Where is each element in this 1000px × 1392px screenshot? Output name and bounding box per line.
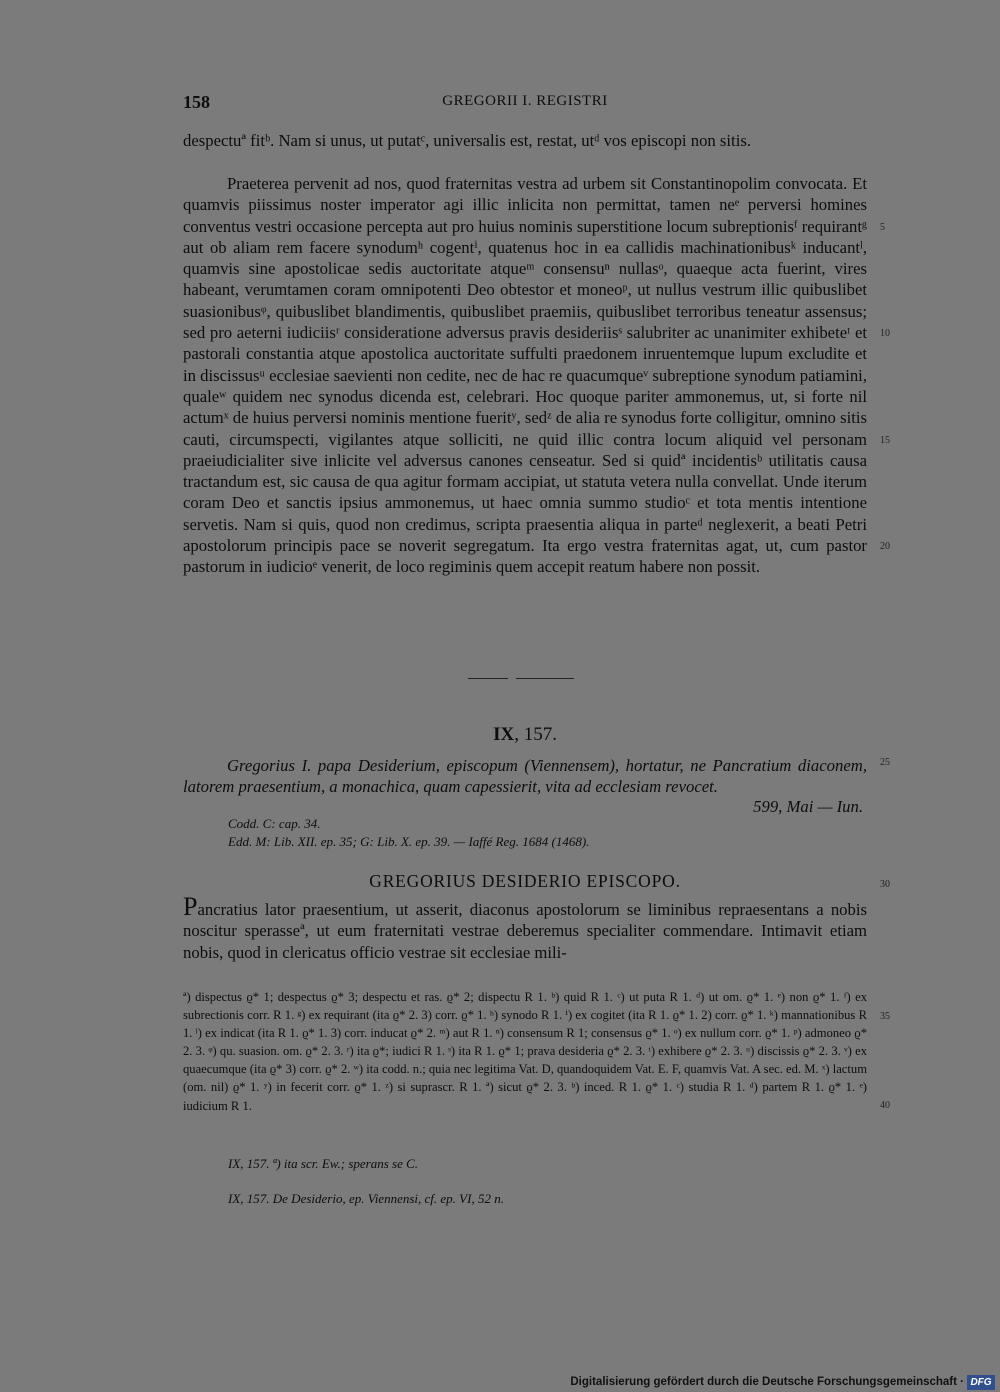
- letter-opening-text: ancratius lator praesentium, ut asserit, diaconus apostolorum se liminibus repraesentans a nobis noscitur sperasseª, ut eum fraternitati vestrae deberemus specialiter commendare. Intimavit etiam nobis, quod in clericatus officio vestrae sit ecclesiae mili-: [183, 900, 867, 962]
- line-number: 25: [880, 757, 890, 768]
- running-head: GREGORII I. REGISTRI: [442, 93, 608, 109]
- separator-rule: [516, 678, 574, 679]
- body-paragraph-1: despectuª fitᵇ. Nam si unus, ut putatᶜ, universalis est, restat, utᵈ vos episcopi non sitis.: [183, 131, 751, 150]
- line-number: 20: [880, 541, 890, 552]
- page-header: [183, 92, 867, 114]
- line-number: 40: [880, 1100, 890, 1111]
- line-number: 35: [880, 1011, 890, 1022]
- separator-rule: [468, 678, 508, 679]
- body-paragraph-2: Praeterea pervenit ad nos, quod fraternitas vestra ad urbem sit Constantinopolim convocata. Et quamvis piissimus noster imperator agi illic inlicita non permittat, tamen neᵉ perversi homines conventus vestri occasione percepta aut pro huius nominis superstitione locum subreptionisᶠ requirantᵍ aut ob aliam rem facere synodumʰ cogentⁱ, quatenus hoc in ea callidis machinationibusᵏ inducantˡ, quamvis sine apostolicae sedis auctoritate atqueᵐ consensuⁿ nullasᵒ, quaeque acta fuerint, vires habeant, verumtamen coram omnipotenti Deo obtestor et moneoᵖ, ut nullus vestrum illic quibuslibet suasionibusᵠ, quibuslibet blandimentis, quibuslibet praemiis, quibuslibet terroribus teneatur assensus; sed pro aeterni iudiciisʳ consideratione adversus pravis desideriisˢ salubriter ac unanimiter exhibeteᵗ et pastorali constantia atque apostolica auctoritate suffulti praedonem inruentemque lupum excludite et in discissusᵘ ecclesiae saevienti non cedite, nec de hac re quacumqueᵛ subreptione synodum patiamini, qualeʷ quidem nec synodus dicenda est, celebrari. Hoc quoque pariter ammonemus, ut, si forte nil actumˣ de huius perversi nominis mentione fueritʸ, sedᶻ de alia re synodus forte colligitur, omnino sitis cauti, circumspecti, vigilantes atque solliciti, ne quid illic contra locum aliquid vel personam praeiudicialiter sive inlicite vel adversus canones censeatur. Sed si quidª incidentisᵇ utilitatis causa tractandum est, sic causa de qua agitur formam accipiat, ut statuta vetera nulla convellat. Unde iterum coram Deo et sanctis ipsius ammonemus, ut haec omnia summo studioᶜ et tota mentis intentione servetis. Nam si quis, quod non credimus, scripta praesentia aliqua in parteᵈ neglexerit, a beati Petri apostolorum principis pace se noverit segregatum. Ita ergo vestra fraternitas agat, ut, cum pastor pastorum in iudicioᵉ venerit, de loco regiminis quem accepit reatum habere non possit.: [183, 174, 867, 577]
- letter-summary: Gregorius I. papa Desiderium, episcopum (Viennensem), hortatur, ne Pancratium diaconem, latorem praesentium, a monachica, quam capessierit, vita ad ecclesiam revocet.: [183, 756, 867, 796]
- letter-title: GREGORIUS DESIDERIO EPISCOPO.: [369, 871, 681, 891]
- letter-index: , 157.: [514, 724, 557, 745]
- line-number: 30: [880, 879, 890, 890]
- letter-date: 599, Mai — Iun.: [753, 797, 863, 816]
- page-number: 158: [183, 92, 210, 112]
- editions-line: Edd. M: Lib. XII. ep. 35; G: Lib. X. ep. 39. — Iaffé Reg. 1684 (1468).: [228, 834, 590, 849]
- footnote-letter-note: IX, 157. ª) ita scr. Ew.; sperans se C.: [228, 1156, 419, 1171]
- footnote-historical-note: IX, 157. De Desiderio, ep. Viennensi, cf. ep. VI, 52 n.: [228, 1191, 504, 1206]
- footnote-apparatus: ª) dispectus ϱ* 1; despectus ϱ* 3; despectu et ras. ϱ* 2; dispectu R 1. ᵇ) quid R 1. ᶜ) ut puta R 1. ᵈ) ut om. ϱ* 1. ᵉ) non ϱ* 1. ᶠ) ex subrectionis corr. R 1. ᵍ) ex requirant (ita ϱ* 2. 3) corr. ϱ* 1. ʰ) synodo R 1. ⁱ) ex cogitet (ita R 1. ϱ* 1. 2) corr. ϱ* 1. ᵏ) mannationibus R 1. ˡ) ex indicat (ita R 1. ϱ* 1. 3) corr. inducat ϱ* 2. ᵐ) aut R 1. ⁿ) consensum R 1; consensus ϱ* 1. ᵒ) ex nullum corr. ϱ* 1. ᵖ) admoneo ϱ* 2. 3. ᵠ) qu. suasion. om. ϱ* 2. 3. ʳ) ita ϱ*; iudici R 1. ˢ) ita R 1. ϱ* 1; prava desideria ϱ* 2. 3. ᵗ) exhibere ϱ* 2. 3. ᵘ) discissis ϱ* 2. 3. ᵛ) ex quaecumque (ita ϱ* 3) corr. ϱ* 2. ʷ) ita codd. n.; quia nec legitima Vat. D, quandoquidem Vat. E. F, quamvis Vat. A sec. ed. M. ˣ) lactum (om. nil) ϱ* 1. ʸ) in fecerit corr. ϱ* 1. ᶻ) si suprascr. R 1. ª) sicut ϱ* 2. 3. ᵇ) inced. R 1. ϱ* 1. ᶜ) studia R 1. ᵈ) partem R 1. ϱ* 1. ᵉ) iudicium R 1.: [183, 990, 867, 1113]
- drop-cap: P: [183, 892, 198, 921]
- line-number: 15: [880, 435, 890, 446]
- letter-number: [183, 724, 867, 746]
- line-number: 10: [880, 328, 890, 339]
- dfg-logo: DFG: [967, 1375, 995, 1390]
- letter-opening: [183, 892, 867, 963]
- letter-book: IX: [493, 724, 515, 745]
- codices-line: Codd. C: cap. 34.: [228, 816, 321, 831]
- funding-credit: Digitalisierung gefördert durch die Deutsche Forschungsgemeinschaft ·: [570, 1376, 964, 1388]
- line-number: 5: [880, 222, 885, 233]
